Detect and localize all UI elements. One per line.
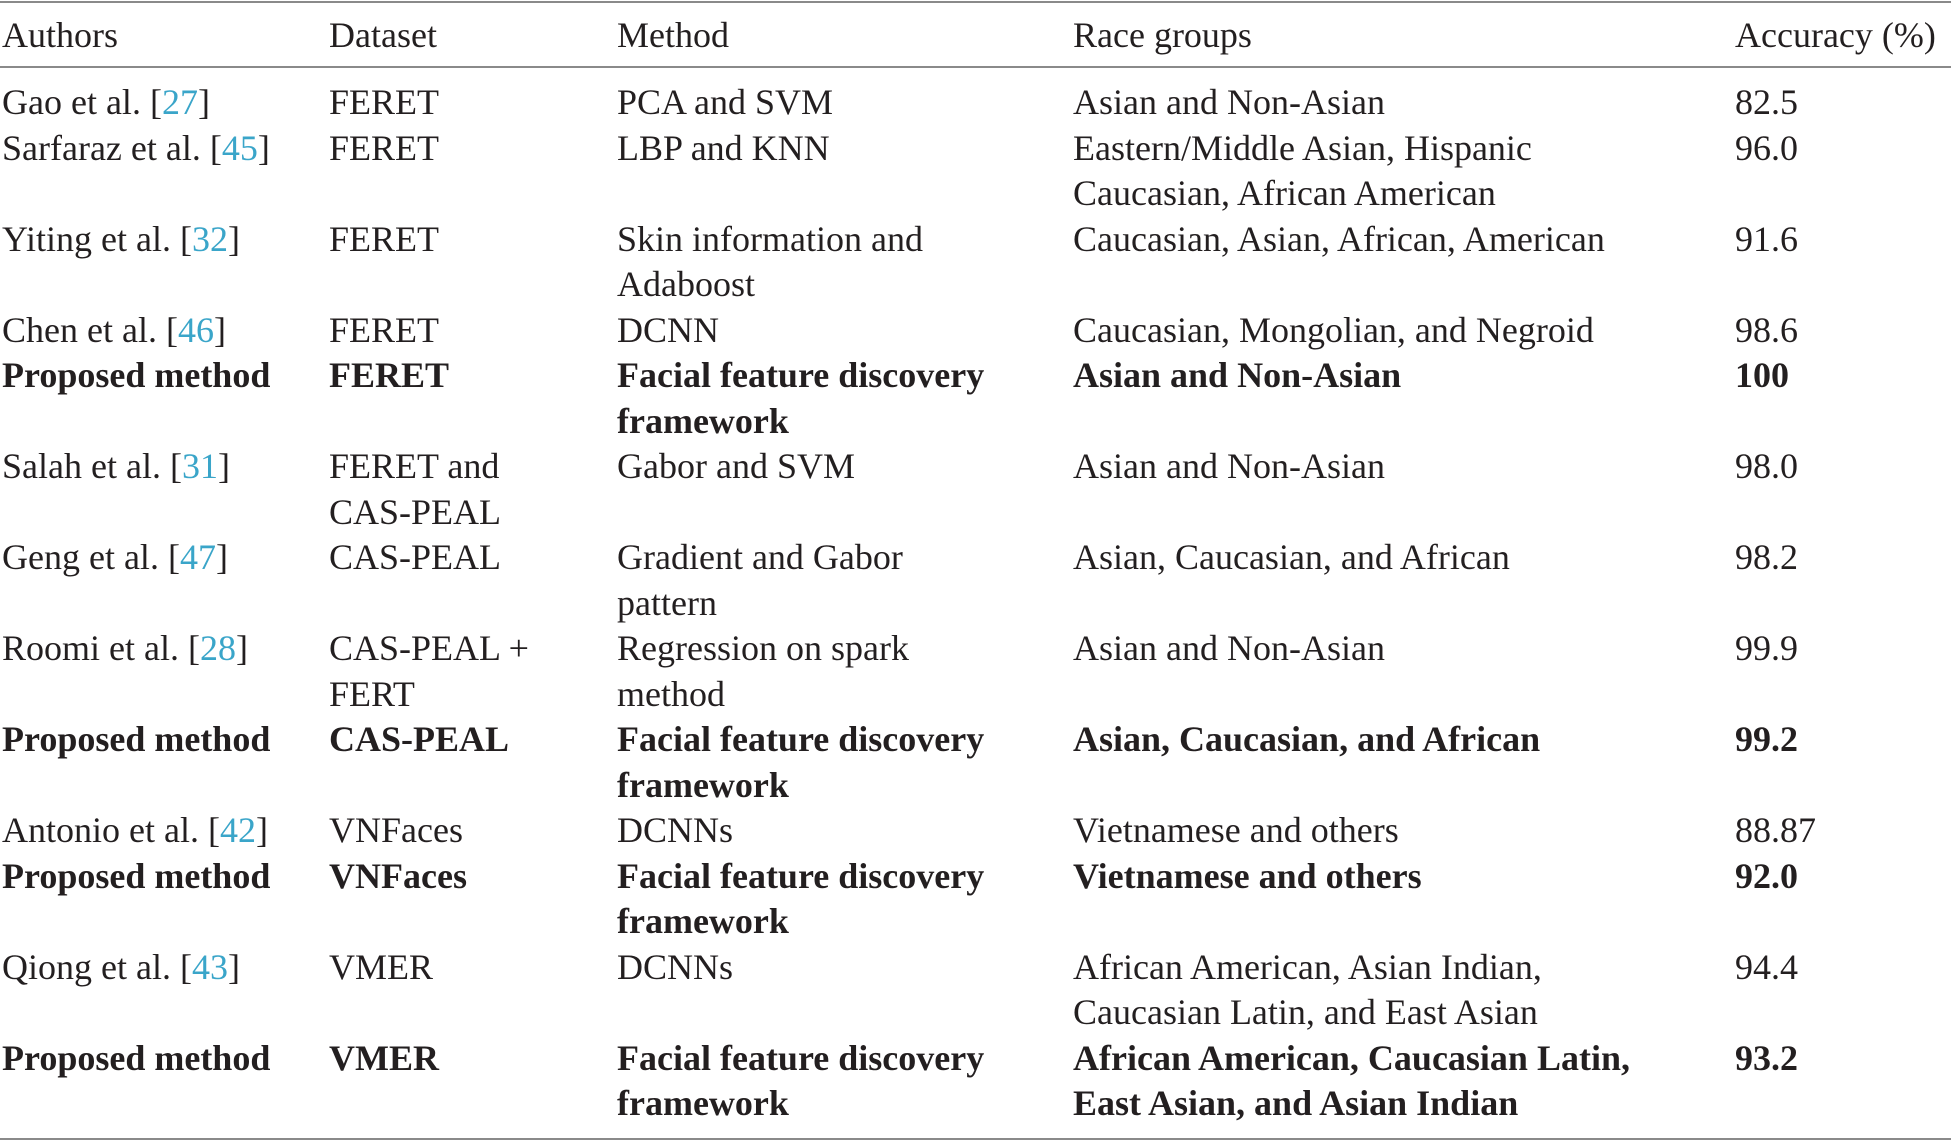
method-cell <box>617 717 984 808</box>
race-groups-cell <box>1073 808 1399 854</box>
accuracy-cell: 91.6 <box>1735 218 1798 259</box>
method-cell <box>617 808 733 854</box>
race-groups-cell-line: East Asian, and Asian Indian <box>1073 1083 1519 1123</box>
race-groups-cell <box>1073 854 1422 900</box>
header-method: Method <box>617 15 729 55</box>
dataset-cell <box>329 854 467 900</box>
citation-link[interactable]: 47 <box>179 537 216 577</box>
method-cell-line: Adaboost <box>617 264 755 304</box>
author-name: Qiong et al. <box>2 946 171 987</box>
accuracy-cell: 82.5 <box>1735 82 1798 122</box>
race-groups-cell <box>1073 444 1385 490</box>
citation-link[interactable]: 31 <box>181 446 218 486</box>
author-name: Yiting et al. <box>2 218 171 259</box>
dataset-cell-line: VMER <box>329 946 434 987</box>
method-cell-line: DCNNs <box>617 810 734 850</box>
author-cell: Sarfaraz et al. [45] <box>2 127 270 168</box>
author-name: Proposed method <box>2 1037 271 1078</box>
table-header-rule <box>0 66 1951 68</box>
accuracy-cell: 93.2 <box>1735 1037 1798 1078</box>
method-cell-line: framework <box>617 764 789 805</box>
race-groups-cell-line: Asian and Non-Asian <box>1073 446 1385 486</box>
race-groups-cell <box>1073 535 1510 581</box>
citation-link[interactable]: 43 <box>191 946 228 987</box>
author-cell <box>2 854 270 900</box>
race-groups-cell-line: African American, Caucasian Latin, <box>1073 1037 1630 1078</box>
race-groups-cell <box>1073 126 1532 217</box>
race-groups-cell-line: Caucasian Latin, and East Asian <box>1073 992 1538 1032</box>
header-dataset: Dataset <box>329 15 437 55</box>
dataset-cell-line: FERT <box>329 673 415 714</box>
dataset-cell <box>329 444 501 535</box>
method-cell-line: framework <box>617 1083 789 1123</box>
dataset-cell <box>329 217 439 263</box>
author-name: Proposed method <box>2 355 271 395</box>
race-groups-cell-line: Caucasian, Asian, African, American <box>1073 218 1605 259</box>
dataset-cell <box>329 626 529 717</box>
race-groups-cell <box>1073 217 1605 263</box>
race-groups-cell-line: Asian, Caucasian, and African <box>1073 537 1510 577</box>
dataset-cell-line: FERET <box>329 218 440 259</box>
dataset-cell <box>329 535 501 581</box>
dataset-cell <box>329 945 433 991</box>
method-cell-line: framework <box>617 400 789 441</box>
accuracy-cell: 92.0 <box>1735 855 1798 896</box>
dataset-cell-line: FERET <box>329 127 440 168</box>
method-cell-line: Facial feature discovery <box>617 1037 985 1078</box>
race-groups-cell-line: Caucasian, African American <box>1073 173 1496 213</box>
author-cell: Antonio et al. [42] <box>2 810 268 850</box>
dataset-cell-line: VNFaces <box>329 855 467 896</box>
method-cell <box>617 444 855 490</box>
author-name: Antonio et al. <box>2 810 199 850</box>
method-cell-line: Facial feature discovery <box>617 355 985 395</box>
citation-link[interactable]: 42 <box>219 810 256 850</box>
author-name: Sarfaraz et al. <box>2 127 201 168</box>
citation-link[interactable]: 28 <box>199 628 236 668</box>
citation-link[interactable]: 45 <box>221 127 258 168</box>
citation-link[interactable]: 32 <box>191 218 228 259</box>
method-cell <box>617 353 984 444</box>
author-cell: Gao et al. [27] <box>2 82 210 122</box>
accuracy-cell: 88.87 <box>1735 810 1816 850</box>
author-cell: Qiong et al. [43] <box>2 946 240 987</box>
dataset-cell <box>329 353 449 399</box>
race-groups-cell-line: Vietnamese and others <box>1073 855 1422 896</box>
dataset-cell-line: VMER <box>329 1037 439 1078</box>
method-cell-line: PCA and SVM <box>617 82 834 122</box>
accuracy-cell: 98.2 <box>1735 537 1798 577</box>
author-cell: Salah et al. [31] <box>2 446 230 486</box>
accuracy-cell: 98.0 <box>1735 446 1798 486</box>
dataset-cell-line: CAS-PEAL <box>329 491 502 532</box>
method-cell <box>617 626 909 717</box>
method-cell-line: Facial feature discovery <box>617 855 985 896</box>
dataset-cell-line: FERET <box>329 355 450 395</box>
dataset-cell-line: CAS-PEAL <box>329 719 510 759</box>
dataset-cell-line: FERET and <box>329 446 500 486</box>
race-groups-cell <box>1073 945 1542 1036</box>
method-cell-line: Gabor and SVM <box>617 446 855 486</box>
author-name: Proposed method <box>2 855 271 896</box>
dataset-cell-line: CAS-PEAL + <box>329 628 529 668</box>
dataset-cell <box>329 80 439 126</box>
author-cell: Yiting et al. [32] <box>2 218 240 259</box>
method-cell <box>617 217 923 308</box>
header-accuracy: Accuracy (%) <box>1735 15 1936 55</box>
dataset-cell <box>329 808 463 854</box>
method-cell <box>617 945 733 991</box>
author-cell <box>2 1036 270 1082</box>
table-header-row <box>0 0 1951 66</box>
author-name: Geng et al. <box>2 537 159 577</box>
accuracy-cell: 100 <box>1735 355 1789 395</box>
race-groups-cell <box>1073 308 1594 354</box>
author-name: Gao et al. <box>2 82 141 122</box>
dataset-cell-line: CAS-PEAL <box>329 537 502 577</box>
dataset-cell <box>329 1036 439 1082</box>
citation-link[interactable]: 46 <box>177 309 214 350</box>
author-cell <box>2 353 270 399</box>
author-name: Proposed method <box>2 719 271 759</box>
accuracy-cell: 99.9 <box>1735 628 1798 668</box>
author-name: Roomi et al. <box>2 628 179 668</box>
method-cell-line: DCNN <box>617 309 720 350</box>
method-cell-line: Gradient and Gabor <box>617 537 903 577</box>
race-groups-cell-line: Asian and Non-Asian <box>1073 355 1402 395</box>
race-groups-cell-line: Asian and Non-Asian <box>1073 82 1385 122</box>
race-groups-cell <box>1073 80 1385 126</box>
method-cell-line: Facial feature discovery <box>617 719 985 759</box>
author-cell: Roomi et al. [28] <box>2 628 248 668</box>
race-groups-cell-line: Asian, Caucasian, and African <box>1073 719 1541 759</box>
method-cell <box>617 126 830 172</box>
method-cell-line: framework <box>617 901 789 941</box>
race-groups-cell-line: African American, Asian Indian, <box>1073 946 1542 987</box>
author-cell: Geng et al. [47] <box>2 537 228 577</box>
method-cell <box>617 1036 984 1127</box>
accuracy-cell: 99.2 <box>1735 719 1798 759</box>
accuracy-cell: 94.4 <box>1735 946 1798 987</box>
method-cell-line: pattern <box>617 582 717 623</box>
method-cell-line: method <box>617 673 725 714</box>
race-groups-cell <box>1073 353 1401 399</box>
race-groups-cell <box>1073 717 1540 763</box>
author-cell: Chen et al. [46] <box>2 309 226 350</box>
accuracy-cell: 96.0 <box>1735 127 1798 168</box>
dataset-cell <box>329 717 509 763</box>
accuracy-cell: 98.6 <box>1735 309 1798 350</box>
dataset-cell <box>329 308 439 354</box>
method-cell <box>617 80 833 126</box>
race-groups-cell <box>1073 626 1385 672</box>
race-groups-cell-line: Asian and Non-Asian <box>1073 628 1385 668</box>
dataset-cell-line: FERET <box>329 82 440 122</box>
method-cell <box>617 854 984 945</box>
method-cell-line: Skin information and <box>617 218 923 259</box>
dataset-cell <box>329 126 439 172</box>
method-cell-line: DCNNs <box>617 946 734 987</box>
header-race-groups: Race groups <box>1073 15 1252 55</box>
dataset-cell-line: VNFaces <box>329 810 463 850</box>
race-groups-cell-line: Eastern/Middle Asian, Hispanic <box>1073 127 1532 168</box>
race-groups-cell-line: Caucasian, Mongolian, and Negroid <box>1073 309 1594 350</box>
race-groups-cell-line: Vietnamese and others <box>1073 810 1399 850</box>
method-cell-line: Regression on spark <box>617 628 909 668</box>
dataset-cell-line: FERET <box>329 309 440 350</box>
table-bottom-rule <box>0 1138 1951 1140</box>
method-cell <box>617 308 719 354</box>
method-cell-line: LBP and KNN <box>617 127 830 168</box>
author-cell <box>2 717 270 763</box>
author-name: Salah et al. <box>2 446 161 486</box>
author-name: Chen et al. <box>2 309 157 350</box>
method-cell <box>617 535 903 626</box>
race-groups-cell <box>1073 1036 1630 1127</box>
header-authors: Authors <box>2 15 118 55</box>
citation-link[interactable]: 27 <box>161 82 198 122</box>
